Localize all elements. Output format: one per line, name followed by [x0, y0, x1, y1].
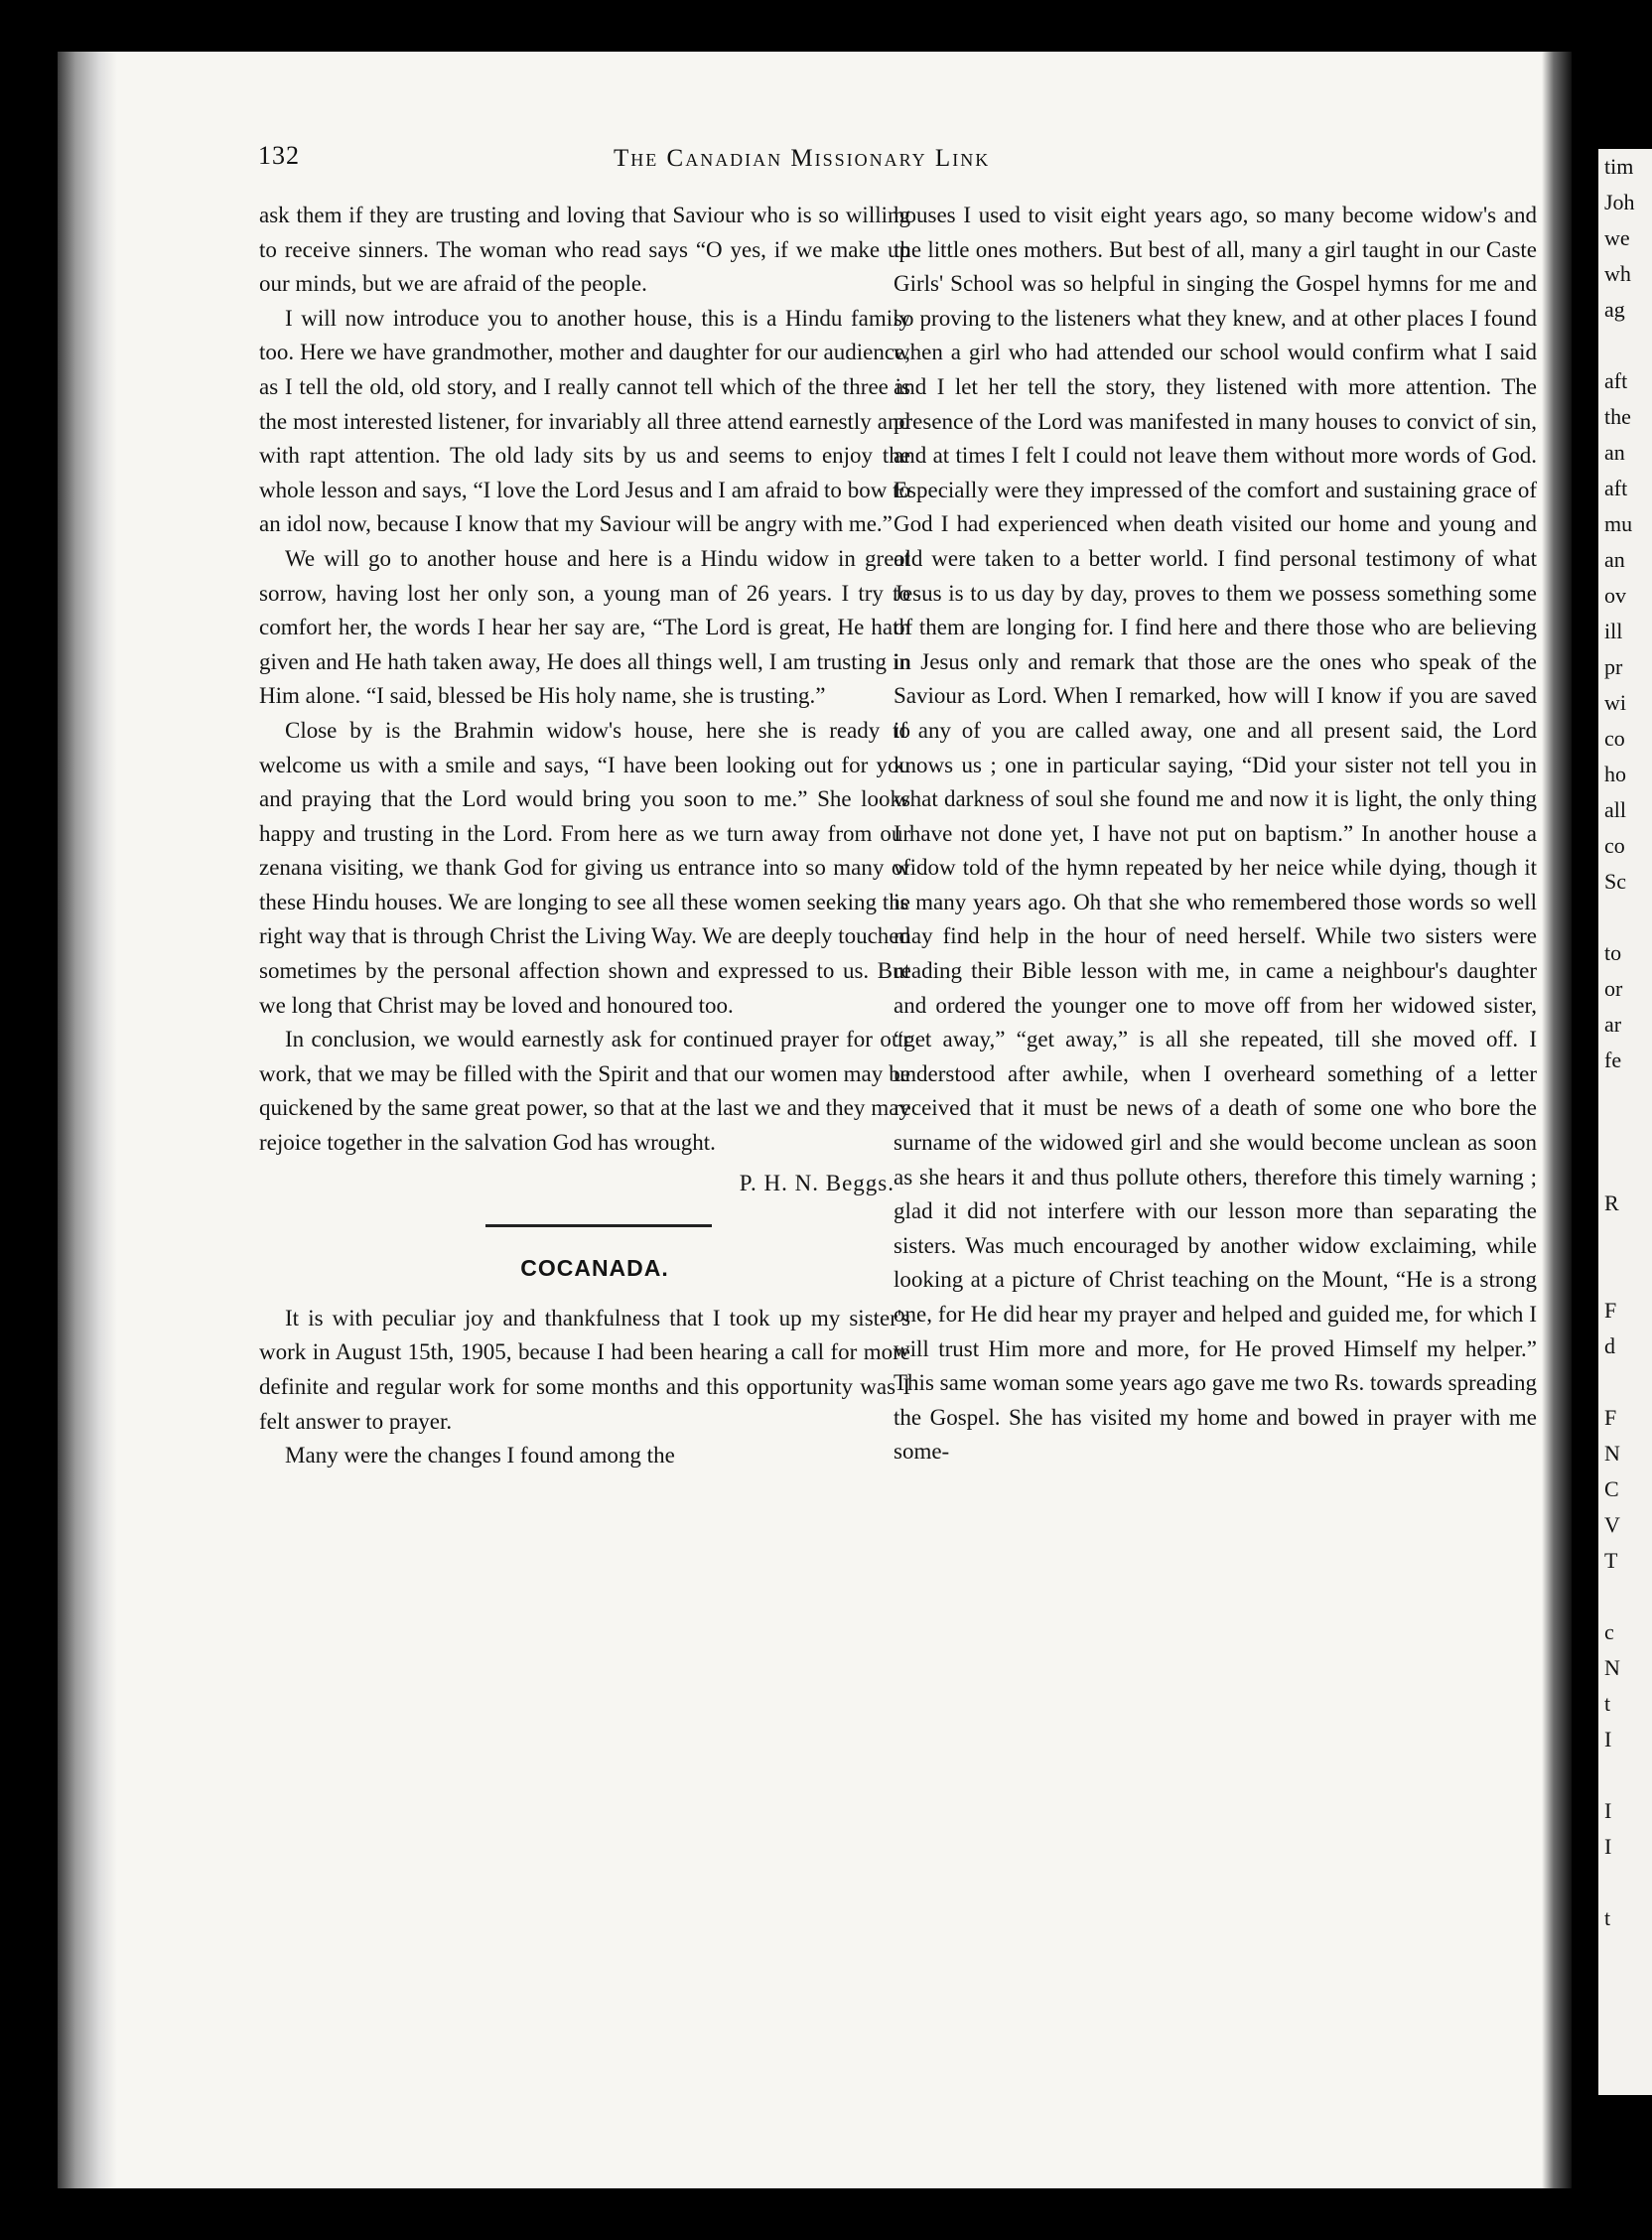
- adjacent-page-fragment: d: [1604, 1333, 1615, 1358]
- paragraph: It is with peculiar joy and thankfulness that I took up my sister's work in August 15th, 1905, because I had been hearing a call for more definite and regular work for some months and this opportunity was I felt answer to prayer.: [259, 1305, 910, 1434]
- adjacent-page-fragment: [1598, 1114, 1652, 1150]
- adjacent-page-fragment: we: [1604, 225, 1630, 250]
- adjacent-page-fragment: an: [1604, 440, 1625, 465]
- adjacent-page-fragment: ill: [1604, 619, 1623, 643]
- paragraph: In conclusion, we would earnestly ask for continued prayer for our work, that we may be filled with the Spirit and that our women may be quickened by the same great power, so that at the last we and they may rejoice together in the salvation God has wrought.: [259, 1027, 910, 1156]
- adjacent-page-fragment: T: [1604, 1548, 1618, 1573]
- adjacent-page-fragment: [1598, 1757, 1652, 1793]
- section-title: COCANADA.: [520, 1255, 669, 1282]
- adjacent-page-fragment: Sc: [1604, 869, 1626, 894]
- adjacent-page-fragment: [1598, 1150, 1652, 1186]
- adjacent-page-edge: [1598, 149, 1652, 2095]
- adjacent-page-fragment: [1598, 1865, 1652, 1900]
- binding-gutter: [58, 52, 117, 2188]
- adjacent-page-fragment: wi: [1604, 690, 1626, 715]
- adjacent-page-fragment: tim: [1604, 154, 1634, 179]
- adjacent-page-fragment: ho: [1604, 762, 1626, 786]
- adjacent-page-fragment: ov: [1604, 583, 1626, 608]
- adjacent-page-fragment: [1598, 1257, 1652, 1293]
- running-title: The Canadian Missionary Link: [614, 145, 991, 172]
- adjacent-page-fragment: F: [1604, 1405, 1617, 1430]
- adjacent-page-fragment: an: [1604, 547, 1625, 572]
- adjacent-page-fragment: N: [1604, 1655, 1620, 1680]
- adjacent-page-fragment: co: [1604, 726, 1625, 751]
- paragraph: Many were the changes I found among the: [285, 1443, 675, 1469]
- left-column: [259, 199, 910, 1473]
- adjacent-page-fragment: aft: [1604, 476, 1628, 500]
- book-page: [58, 52, 1572, 2188]
- adjacent-page-fragment: to: [1604, 940, 1622, 965]
- page-number: 132: [258, 141, 300, 170]
- adjacent-page-fragment: [1598, 328, 1652, 363]
- adjacent-page-fragment: the: [1604, 404, 1631, 429]
- adjacent-page-fragment: I: [1604, 1798, 1612, 1823]
- paragraph: houses I used to visit eight years ago, so many become widow's and the little ones mothers. But best of all, many a girl taught in our Caste Girls' School was so helpful in singing the Gospel hymns for me and so proving to the listeners what they knew, and at other places I found when a girl who had attended our school would confirm what I said and I let her tell the story, they listened with more attention. The presence of the Lord was manifested in many houses to convict of sin, and at times I felt I could not leave them without more words of God. Especially were they impressed of the comfort and sustaining grace of God I had experienced when death visited our home and young and old were taken to a better world. I find personal testimony of what Jesus is to us day by day, proves to them we possess something some of them are longing for. I find here and there those who are believing in Jesus only and remark that those are the ones who speak of the Saviour as Lord. When I remarked, how will I know if you are saved if any of you are called away, one and all present said, the Lord knows us ; one in particular saying, “Did your sister not tell you in what darkness of soul she found me and now it is light, the only thing I have not done yet, I have not put on baptism.” In another house a widow told of the hymn repeated by her neice while dying, though it is many years ago. Oh that she who remembered those words so well may find help in the hour of need herself. While two sisters were reading their Bible lesson with me, in came a neighbour's daughter and ordered the younger one to move off from her widowed sister, “get away,” “get away,” is all she repeated, till she moved off. I understood after awhile, when I overheard something of a letter received that it must be news of a death of some one who bore the surname of the widowed girl and she would become unclean as soon as she hears it and thus pollute others, therefore this timely warning ; glad it did not interfere with our lesson more than separating the sisters. Was much encouraged by another widow exclaiming, while looking at a picture of Christ teaching on the Mount, “He is a strong one, for He did hear my prayer and helped and guided me, for which I will trust Him more and more, for He proved Himself my helper.” This same woman some years ago gave me two Rs. towards spreading the Gospel. She has visited my home and bowed in prayer with me some-: [894, 203, 1537, 1465]
- adjacent-page-fragment: R: [1604, 1190, 1619, 1215]
- adjacent-page-fragment: C: [1604, 1476, 1619, 1501]
- adjacent-page-fragment: or: [1604, 976, 1623, 1001]
- paragraph: ask them if they are trusting and loving that Saviour who is so willing to receive sinners. The woman who read says “O yes, if we make up our minds, but we are afraid of the people.: [259, 203, 910, 297]
- adjacent-page-fragment: t: [1604, 1691, 1611, 1716]
- adjacent-page-fragment: [1598, 1364, 1652, 1400]
- adjacent-page-fragment: F: [1604, 1298, 1617, 1323]
- adjacent-page-fragment: ag: [1604, 297, 1625, 322]
- adjacent-page-fragment: c: [1604, 1619, 1614, 1644]
- adjacent-page-fragment: t: [1604, 1905, 1611, 1930]
- adjacent-page-fragment: Joh: [1604, 190, 1635, 214]
- author-signature: P. H. N. Beggs.: [739, 1170, 895, 1195]
- adjacent-page-fragment: I: [1604, 1727, 1612, 1751]
- adjacent-page-fragment: ar: [1604, 1012, 1622, 1037]
- adjacent-page-fragment: [1598, 900, 1652, 935]
- paragraph: Close by is the Brahmin widow's house, here she is ready to welcome us with a smile and says, “I have been looking out for you and praying that the Lord would bring you soon to me.” She looks happy and trusting in the Lord. From here as we turn away from our zenana visiting, we thank God for giving us entrance into so many of these Hindu houses. We are longing to see all these women seeking the right way that is through Christ the Living Way. We are deeply touched sometimes by the personal affection shown and expressed to us. But we long that Christ may be loved and honoured too.: [259, 717, 910, 1018]
- adjacent-page-fragment: aft: [1604, 368, 1628, 393]
- adjacent-page-fragment: I: [1604, 1834, 1612, 1859]
- right-column: [894, 199, 1537, 1470]
- page-edge-shadow: [1542, 52, 1572, 2188]
- adjacent-page-fragment: wh: [1604, 261, 1631, 286]
- adjacent-page-fragment: [1598, 1221, 1652, 1257]
- adjacent-page-fragment: V: [1604, 1512, 1620, 1537]
- adjacent-page-fragment: co: [1604, 833, 1625, 858]
- section-divider: [485, 1224, 712, 1227]
- adjacent-page-fragment: N: [1604, 1441, 1620, 1466]
- paragraph: I will now introduce you to another house, this is a Hindu family too. Here we have grandmother, mother and daughter for our audience, as I tell the old, old story, and I really cannot tell which of the three is the most interested listener, for invariably all three attend earnestly and with rapt attention. The old lady sits by us and seems to enjoy the whole lesson and says, “I love the Lord Jesus and I am afraid to bow to an idol now, because I know that my Saviour will be angry with me.”: [259, 305, 910, 537]
- adjacent-page-fragment: [1598, 1078, 1652, 1114]
- adjacent-page-fragment: fe: [1604, 1048, 1622, 1072]
- adjacent-page-fragment: [1598, 1579, 1652, 1614]
- adjacent-page-fragment: pr: [1604, 654, 1623, 679]
- adjacent-page-fragment: mu: [1604, 511, 1633, 536]
- paragraph: We will go to another house and here is a Hindu widow in great sorrow, having lost her only son, a young man of 26 years. I try to comfort her, the words I hear her say are, “The Lord is great, He hath given and He hath taken away, He does all things well, I am trusting in Him alone. “I said, blessed be His holy name, she is trusting.”: [259, 545, 910, 709]
- adjacent-page-fragment: all: [1604, 797, 1626, 822]
